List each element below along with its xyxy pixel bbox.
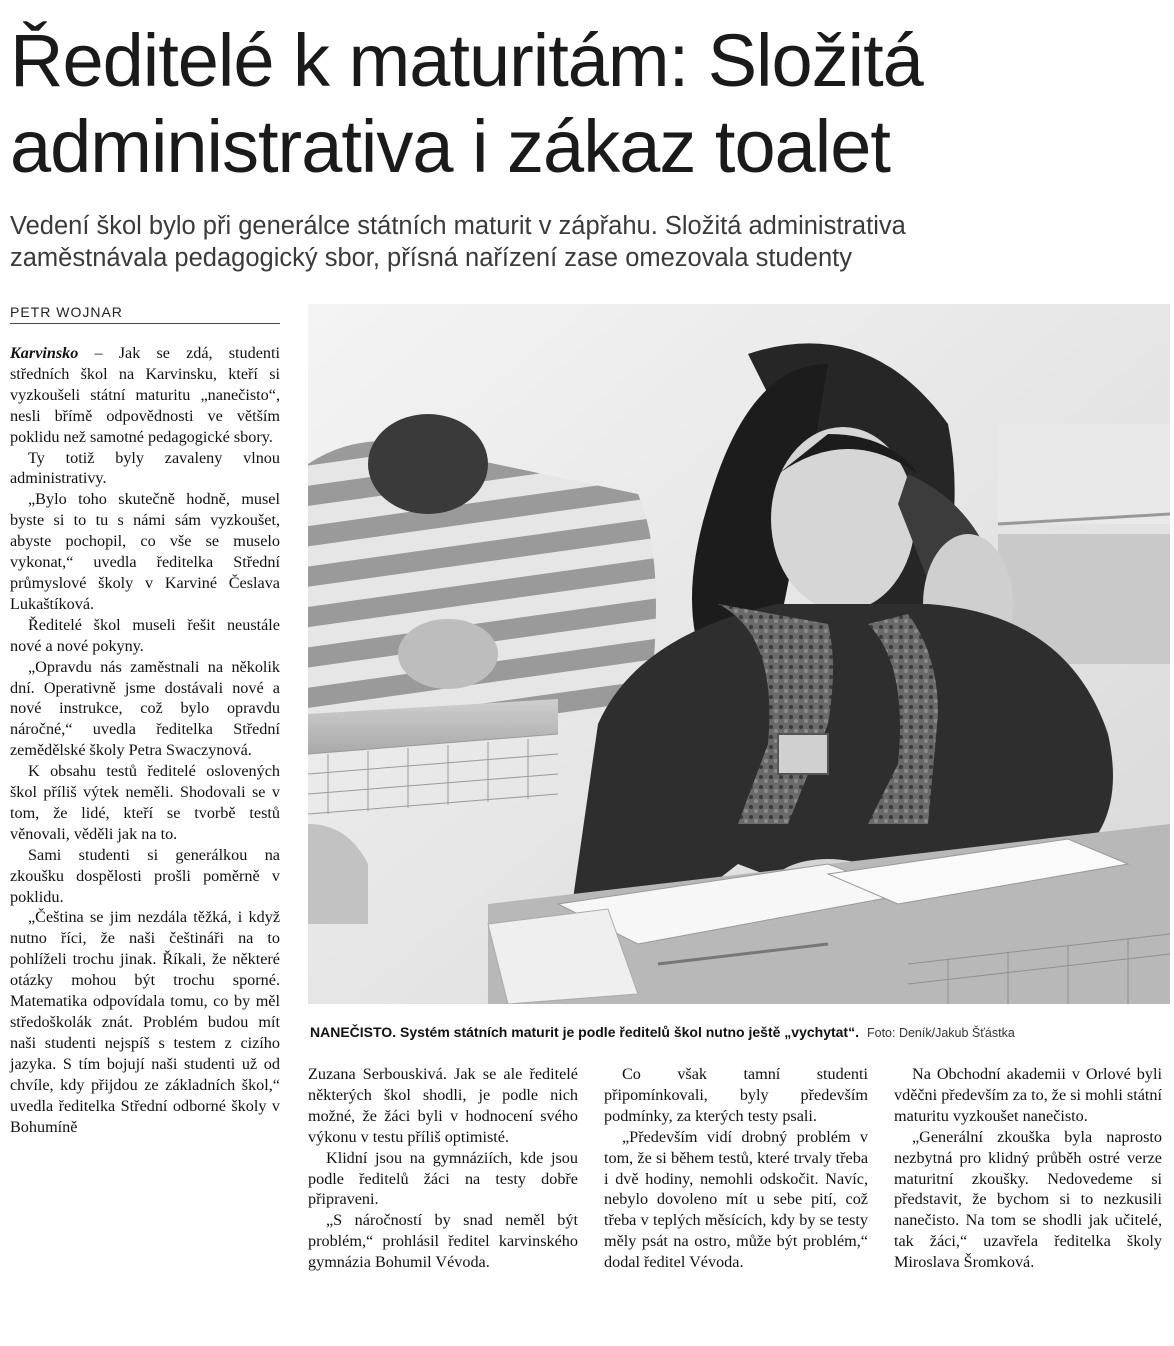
photo-students-writing-exam	[308, 304, 1170, 1004]
caption-text: Systém státních maturit je podle ředitelů škol nutno ještě „vychytat“.	[396, 1024, 859, 1040]
article-column-4	[894, 1064, 1162, 1273]
photo-caption	[310, 1024, 1170, 1040]
paragraph: Ředitelé škol museli řešit neustále nové a nové pokyny.	[10, 615, 280, 655]
byline: PETR WOJNAR	[10, 304, 280, 324]
paragraph: Klidní jsou na gymnáziích, kde jsou podle ředitelů žáci na testy dobře připraveni.	[308, 1148, 578, 1209]
subtitle-line-2: zaměstnávala pedagogický sbor, přísná nařízení zase omezovala studenty	[10, 244, 852, 272]
headline-line-1: Ředitelé k maturitám: Složitá	[10, 19, 923, 102]
paragraph: „Především vidí drobný problém v tom, že si během testů, které trvaly třeba i dvě hodiny, nemohli odskočit. Navíc, nebylo dovoleno mít u sebe pití, což třeba v teplých měsících, kdy by se testy měly psát na ostro, může být problém,“ dodal ředitel Vévoda.	[604, 1127, 868, 1272]
headline-line-2: administrativa i zákaz toalet	[10, 105, 890, 188]
headline	[10, 18, 1170, 190]
paragraph: K obsahu testů ředitelé oslovených škol příliš výtek neměli. Shodovali se v tom, že lidé, kteří se tvorbě testů věnovali, věděli jak na to.	[10, 762, 280, 843]
dateline: Karvinsko	[10, 344, 79, 362]
paragraph: Ty totiž byly zavaleny vlnou administrativy.	[10, 448, 280, 488]
article-column-3	[604, 1064, 868, 1273]
paragraph: Sami studenti si generálkou na zkoušku dospělosti prošli poměrně v poklidu.	[10, 845, 280, 906]
article-photo	[308, 304, 1170, 1004]
photo-credit: Foto: Deník/Jakub Šťástka	[866, 1026, 1015, 1040]
paragraph: „Generální zkouška byla naprosto nezbytná pro klidný průběh ostré verze maturitní zkoušky. Nedovedeme si představit, že bychom si to nezkusili nanečisto. Na tom se shodli jak učitelé, tak žáci,“ uzavřela ředitelka školy Miroslava Šromková.	[894, 1127, 1162, 1272]
article-column-2	[308, 1064, 578, 1273]
caption-lead: NANEČISTO.	[310, 1024, 397, 1040]
article-column-1	[10, 343, 280, 1137]
paragraph: „Bylo toho skutečně hodně, musel byste si to tu s námi sám vyzkoušet, abyste pochopil, co vše se muselo vykonat,“ uvedla ředitelka Střední průmyslové školy v Karviné Česlava Lukaštíková.	[10, 490, 280, 613]
paragraph: Karvinsko – Jak se zdá, studenti středních škol na Karvinsku, kteří si vyzkoušeli státní maturitu „nanečisto“, nesli břímě odpovědnosti ve větším poklidu než samotné pedagogické sbory.	[10, 344, 280, 446]
subtitle-line-1: Vedení škol bylo při generálce státních maturit v zápřahu. Složitá administrativa	[10, 212, 906, 240]
paragraph: „S náročností by snad neměl být problém,“ prohlásil ředitel karvinského gymnázia Bohumil Vévoda.	[308, 1211, 578, 1272]
paragraph: „Opravdu nás zaměstnali na několik dní. Operativně jsme dostávali nové a nové instrukce, což bylo opravdu náročné,“ uvedla ředitelka Střední zemědělské školy Petra Swaczynová.	[10, 657, 280, 760]
paragraph: Co však tamní studenti připomínkovali, byly především podmínky, za kterých testy psali.	[604, 1065, 868, 1125]
paragraph: „Čeština se jim nezdála těžká, i když nutno říci, že naši češtináři na to pohlíželi trochu jinak. Říkali, že některé otázky mohou být trochu sporné. Matematika odpovídala tomu, co by měl středoškolák znát. Problém budou mít naši studenti nejspíš s testem z cizího jazyka. S tím bojují naši studenti už od chvíle, kdy přijdou ze základních škol,“ uvedla ředitelka Střední odborné školy v Bohumíně	[10, 908, 280, 1136]
subtitle	[10, 210, 1170, 274]
paragraph: Zuzana Serbouskivá. Jak se ale ředitelé některých škol shodli, je podle nich možné, že žáci byli v hodnocení svého výkonu v testu příliš optimisté.	[308, 1065, 578, 1146]
paragraph: Na Obchodní akademii v Orlové byli vděčni především za to, že si mohli státní maturitu vyzkoušet nanečisto.	[894, 1065, 1162, 1125]
